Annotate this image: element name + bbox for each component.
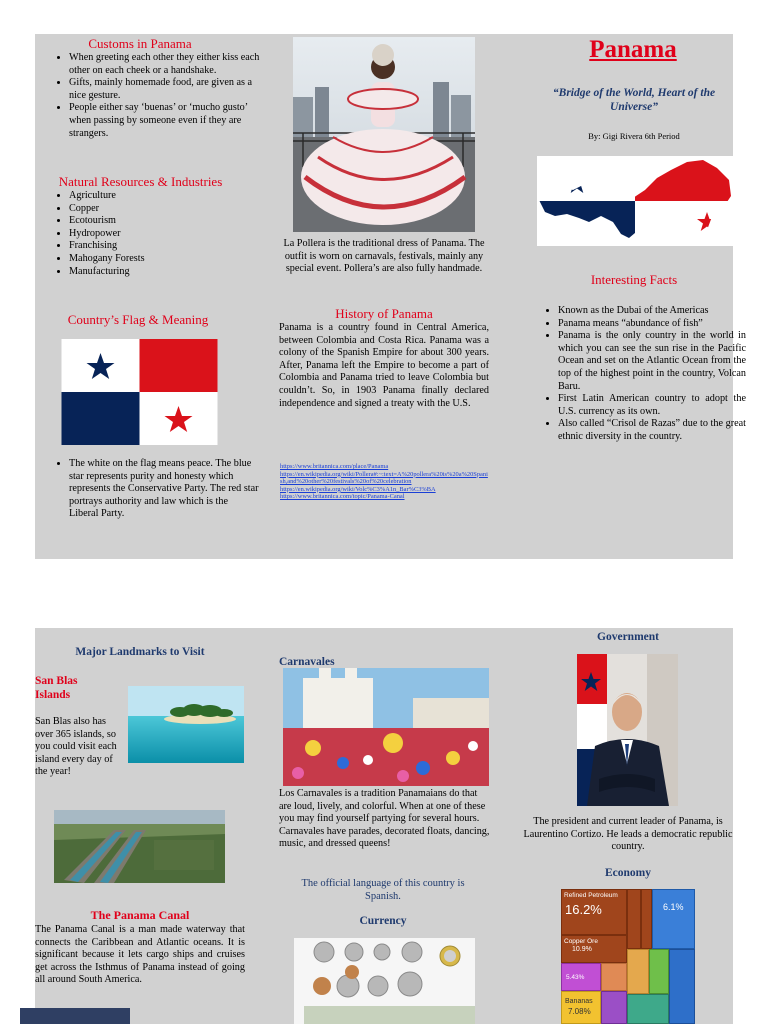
president-photo <box>577 654 678 806</box>
carnavales-heading: Carnavales <box>279 656 335 668</box>
history-text: Panama is a country found in Central America, between Colombia and Costa Rica. Panama was a colony of the Spanish Empire for about 300 years. After, Panama left the Empire to become a part of Colombia and Panama tried to leave Colombia but couldn’t. So, in 1903 Panama finally declared independence and signed a treaty with the U.S. <box>279 322 489 409</box>
pollera-caption: La Pollera is the traditional dress of Panama. The outfit is worn on carnavals, festivals, mainly any special event. Pollera’s are also fully handmade. <box>283 238 485 275</box>
facts-heading: Interesting Facts <box>590 272 678 287</box>
resource-item: • Copper <box>69 203 249 216</box>
source-links <box>280 463 490 501</box>
currency-heading: Currency <box>359 915 407 927</box>
economy-treemap <box>561 889 695 1024</box>
fact-item: • Panama means “abundance of fish” <box>558 318 746 331</box>
treemap-tile <box>652 889 695 949</box>
treemap-tile-small <box>641 889 652 949</box>
government-heading: Government <box>597 631 659 643</box>
treemap-tile <box>561 889 627 935</box>
carnavales-photo <box>283 668 489 786</box>
canal-text: The Panama Canal is a man made waterway that connects the Caribbean and Atlantic oceans. It is significant because it lets cargo ships and cruises get across the Isthmus of Panama instead of going all around South America. <box>35 924 245 986</box>
flag-meaning-list <box>51 458 259 521</box>
fact-item: • Known as the Dubai of the Americas <box>558 305 746 318</box>
treemap-tile-value: 5.43% <box>566 974 585 981</box>
bottom-photo-fragment <box>20 1008 130 1024</box>
fact-item: • Panama is the only country in the world in which you can see the sun rise in the Pacific Ocean and set on the Atlantic Ocean from the top of the highest point in the country, Volcan Baru. <box>558 330 746 393</box>
resource-item: • Hydropower <box>69 228 249 241</box>
resources-heading: Natural Resources & Industries <box>58 174 223 189</box>
san-blas-heading: San Blas Islands <box>35 675 78 701</box>
resources-list <box>51 190 249 278</box>
economy-heading: Economy <box>605 867 651 879</box>
treemap-tile-label: Bananas <box>565 998 593 1005</box>
fact-item: • First Latin American country to adopt the U.S. currency as its own. <box>558 393 746 418</box>
treemap-tile-value: 6.1% <box>663 902 684 912</box>
source-link[interactable]: https://en.wikipedia.org/wiki/Volc%C3%A1n_Bar%C3%BA <box>280 485 436 493</box>
customs-item: • Gifts, mainly homemade food, are given as a nice gesture. <box>69 77 269 102</box>
customs-item: • When greeting each other they either kiss each other on each cheek or a handshake. <box>69 52 269 77</box>
treemap-tile-small <box>669 949 695 1024</box>
flag-meaning-item: • The white on the flag means peace. The blue star represents purity and honesty which represents the Conservative Party. The red star portrays authority and law which is the Liberal Party. <box>69 458 259 521</box>
resource-item: • Agriculture <box>69 190 249 203</box>
pollera-dress-photo <box>293 37 475 232</box>
fact-item: • Also called “Crisol de Razas” due to the great ethnic diversity in the country. <box>558 418 746 443</box>
san-blas-text: San Blas also has over 365 islands, so you could visit each island every day of the year! <box>35 716 117 778</box>
government-text: The president and current leader of Panama, is Laurentino Cortizo. He leads a democratic republic country. <box>523 816 733 853</box>
treemap-tile-value: 7.08% <box>568 1007 591 1016</box>
resource-item: • Manufacturing <box>69 266 249 279</box>
carnavales-text: Los Carnavales is a tradition Panamaians do that are loud, lively, and colorful. When at one of these you may find yourself partying for several hours. Carnavales have parades, decorated floats, dancing, music, and dressed queens! <box>279 788 490 850</box>
resource-item: • Ecotourism <box>69 215 249 228</box>
cover-byline: By: Gigi Rivera 6th Period <box>588 131 680 141</box>
treemap-tile-small <box>627 949 649 994</box>
source-link[interactable]: https://www.britannica.com/topic/Panama-Canal <box>280 493 405 501</box>
treemap-tile-label: Copper Ore <box>564 938 598 945</box>
cover-subtitle: “Bridge of the World, Heart of the Universe” <box>552 87 716 113</box>
resource-item: • Mahogany Forests <box>69 253 249 266</box>
resource-item: • Franchising <box>69 240 249 253</box>
treemap-tile-label: Refined Petroleum <box>564 892 618 899</box>
canal-heading: The Panama Canal <box>90 908 190 922</box>
treemap-tile-value: 16.2% <box>565 901 602 917</box>
treemap-tile <box>561 991 601 1024</box>
treemap-tile-small <box>601 963 627 991</box>
san-blas-photo <box>128 686 244 763</box>
customs-item: • People either say ‘buenas’ or ‘mucho gusto’ when passing by someone even if they are strangers. <box>69 102 269 140</box>
treemap-tile-small <box>601 991 627 1024</box>
panama-map-flag-image <box>537 156 733 246</box>
currency-photo <box>294 938 475 1024</box>
facts-list <box>540 305 746 444</box>
history-heading: History of Panama <box>335 306 433 321</box>
source-link[interactable]: https://en.wikipedia.org/wiki/Pollera#:~:text=A%20pollera%20is%20a%20Spanish,and%20other%20festivals%20of%20celebration <box>280 470 488 486</box>
flag-heading: Country’s Flag & Meaning <box>67 312 209 327</box>
treemap-tile-small <box>627 889 641 949</box>
treemap-tile-value: 10.9% <box>572 946 592 953</box>
customs-heading: Customs in Panama <box>88 36 192 51</box>
panama-flag-image <box>61 339 218 445</box>
customs-list <box>51 52 269 140</box>
cover-title: Panama <box>589 36 677 63</box>
panama-canal-photo <box>54 810 225 883</box>
treemap-tile <box>561 935 627 963</box>
source-link[interactable]: https://www.britannica.com/place/Panama <box>280 463 389 470</box>
treemap-tile-small <box>627 994 669 1024</box>
treemap-tile <box>561 963 601 991</box>
treemap-tile-small <box>649 949 669 994</box>
official-language-text: The official language of this country is Spanish. <box>301 878 465 902</box>
landmarks-heading: Major Landmarks to Visit <box>75 646 205 658</box>
